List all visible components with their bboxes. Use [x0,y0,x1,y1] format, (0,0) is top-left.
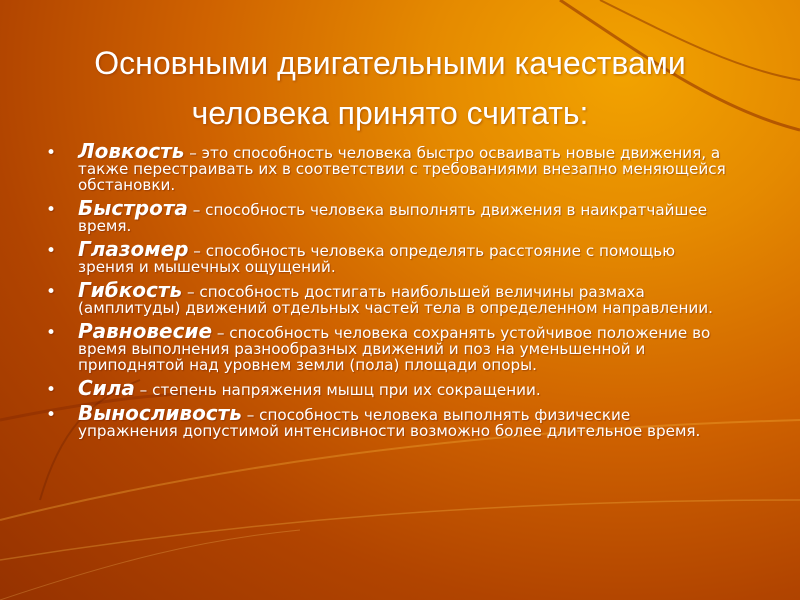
bullet-icon: • [46,241,57,261]
list-item-ravnovesie [44,319,734,374]
bullet-icon: • [46,405,57,425]
bullet-icon: • [46,200,57,220]
list-item-gibkost [44,278,734,317]
definition: – способность человека выполнять физические упражнения допустимой интенсивности возможно более длительное время. [78,406,701,440]
list-item-glazomer [44,237,734,276]
definition: – способность человека определять расстояние с помощью зрения и мышечных ощущений. [78,242,676,276]
bullet-icon: • [46,323,57,343]
definition: – степень напряжения мышц при их сокращении. [134,381,541,399]
bullet-icon: • [46,380,57,400]
term: Сила [78,376,135,400]
term: Равновесие [78,319,213,343]
list-item-sila [44,376,734,400]
list-item-vynoslivost [44,401,734,440]
definition: – это способность человека быстро осваивать новые движения, а также перестраивать их в соответствии с требованиями внезапно меняющейся обстановки. [78,144,726,194]
title-line-1: Основными двигательными качествами [94,45,686,81]
title-line-2: человека принято считать: [191,95,589,131]
term: Гибкость [78,278,183,302]
definition: – способность человека выполнять движения в наикратчайшее время. [78,201,708,235]
bullet-icon: • [46,282,57,302]
qualities-list [44,139,734,446]
definition: – способность человека сохранять устойчивое положение во время выполнения разнообразных движений и поз на уменьшенной и приподнятой над уровнем земли (пола) площади опоры. [78,324,711,374]
term: Глазомер [78,237,189,261]
term: Быстрота [78,196,188,220]
list-item-lovkost [44,139,734,194]
term: Выносливость [78,401,242,425]
list-item-bystrota [44,196,734,235]
definition: – способность достигать наибольшей величины размаха (амплитуды) движений отдельных частей тела в определенном направлении. [78,283,713,317]
slide-title [30,38,750,138]
term: Ловкость [78,139,185,163]
bullet-icon: • [46,143,57,163]
